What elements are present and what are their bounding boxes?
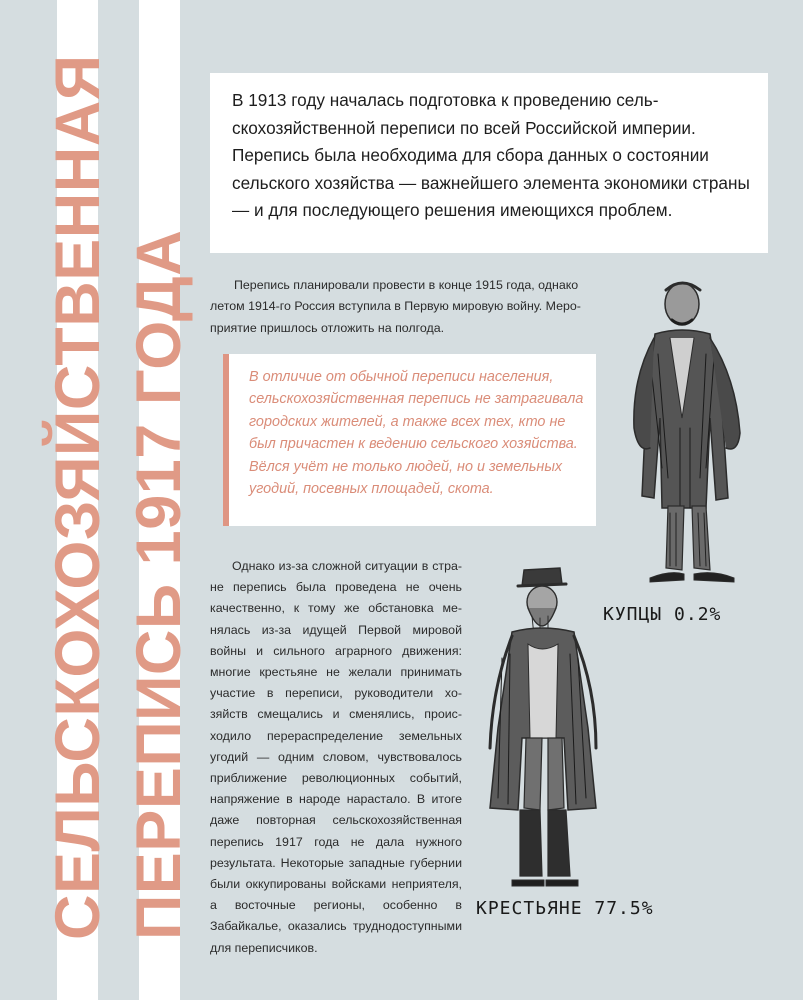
paragraph-2: Однако из-за сложной ситуации в стране перепись была проведена не очень качественно, к тому же обстановка менялась из-за идущей Первой мировой войны и сильного аграрного движения: многие крестьяне не желали принимать участие в переписи, руководители хозяйств смещались и сменялись, происходило перераспределение земельных угодий — одним словом, чувствовалось приближение революционных событий, напряжение в народе нарастало. В итоге даже повторная сельскохозяйственная перепись 1917 года не дала нужного результата. Некоторые западные губернии были оккупированы войсками неприятеля, а восточные регионы, особенно в Забайкалье, оказались труднодоступными для переписчиков. [210, 559, 462, 955]
paragraph-1: Перепись планировали провести в конце 1915 года, однако летом 1914-го Россия вступила в Первую мировую войну. Мероприятие пришлось отложить на полгода. [210, 278, 581, 335]
intro-box [210, 73, 768, 253]
merchants-caption: КУПЦЫ 0.2% [603, 604, 722, 625]
title-line-2: ПЕРЕПИСЬ 1917 ГОДА [124, 229, 194, 940]
peasants-caption: КРЕСТЬЯНЕ 77.5% [476, 898, 654, 919]
title-line-1: СЕЛЬСКОХОЗЯЙСТВЕННАЯ [43, 54, 113, 940]
quote-box [223, 354, 596, 526]
peasant-illustration [468, 558, 618, 894]
merchant-illustration [610, 268, 780, 598]
quote-text: В отличие от обычной переписи населения, сельскохозяйственная перепись не затрагивала городских жителей, а также всех тех, кто не был причастен к ведению сельского хозяйства. Вёлся учёт не только людей, но и земельных угодий, посевных площадей, скота. [249, 369, 584, 498]
intro-text: В 1913 году началась подготовка к проведению сельскохозяйственной переписи по всей Российской империи. Перепись была необходима для сбора данных о состоянии сельского хозяйства — важнейшего элемента экономики страны — и для последующего решения имеющихся проблем. [232, 90, 750, 221]
